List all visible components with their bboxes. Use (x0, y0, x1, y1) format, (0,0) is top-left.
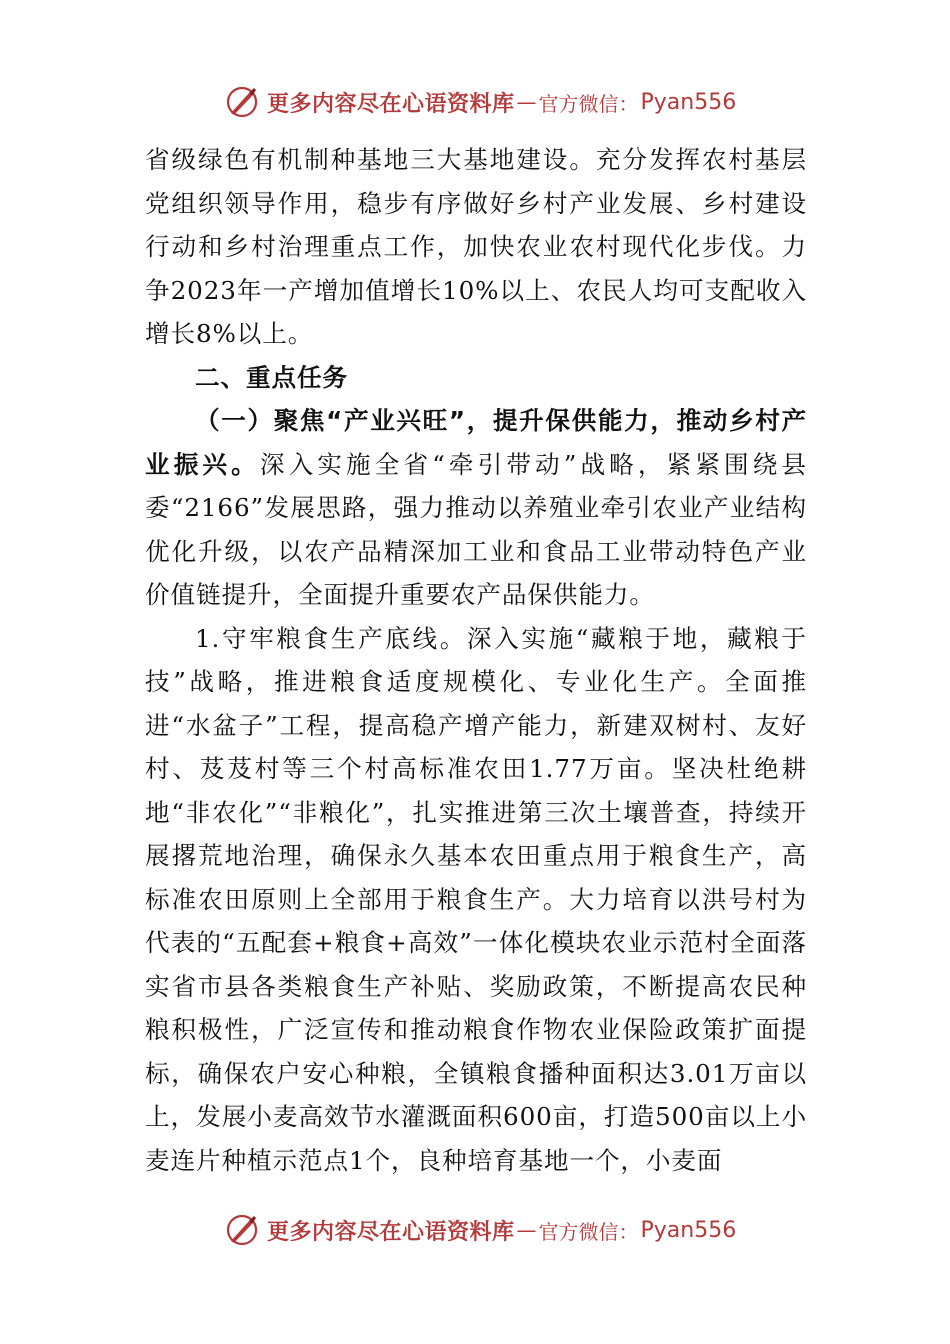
watermark-brand: 更多内容尽在心语资料库 (267, 1219, 515, 1245)
watermark-banner-top (225, 82, 745, 122)
paragraph-item-1: 1.守牢粮食生产底线。深入实施“藏粮于地，藏粮于技”战略，推进粮食适度规模化、专业化生产。全面推进“水盆子”工程，提高稳产增产能力，新建双树村、友好村、芨芨村等三个村高标准农田1.77万亩。坚决杜绝耕地“非农化”“非粮化”，扎实推进第三次土壤普查，持续开展撂荒地治理，确保永久基本农田重点用于粮食生产，高标准农田原则上全部用于粮食生产。大力培育以洪号村为代表的“五配套+粮食+高效”一体化模块农业示范村全面落实省市县各类粮食生产补贴、奖励政策，不断提高农民种粮积极性，广泛宣传和推动粮食作物农业保险政策扩面提标，确保农户安心种粮，全镇粮食播种面积达3.01万亩以上，发展小麦高效节水灌溉面积600亩，打造500亩以上小麦连片种植示范点1个，良种培育基地一个，小麦面 (145, 623, 807, 1175)
paragraph-intro: 省级绿色有机制种基地三大基地建设。充分发挥农村基层党组织领导作用，稳步有序做好乡村产业发展、乡村建设行动和乡村治理重点工作，加快农业农村现代化步伐。力争2023年一产增加值增长10%以上、农民人均可支配收入增长8%以上。 (145, 145, 807, 348)
subsection-lead: （一）聚焦“产业兴旺”，提升保供能力，推动乡村产业振兴。 (145, 406, 807, 479)
watermark-separator: — (516, 90, 537, 114)
subsection-body: 深入实施全省“牵引带动”战略，紧紧围绕县委“2166”发展思路，强力推动以养殖业牵引农业产业结构优化升级，以农产品精深加工业和食品工业带动特色产业价值链提升，全面提升重要农产品保供能力。 (145, 449, 807, 609)
watermark-handle: Pyan556 (640, 89, 737, 115)
watermark-label: 官方微信： (538, 1219, 639, 1244)
section-heading: 二、重点任务 (195, 362, 348, 392)
watermark-handle: Pyan556 (640, 1217, 737, 1243)
paragraph-subsection-1 (145, 399, 807, 617)
watermark-label: 官方微信： (538, 91, 639, 116)
watermark-banner-bottom (225, 1210, 745, 1250)
pen-logo-icon (225, 85, 259, 119)
watermark-brand: 更多内容尽在心语资料库 (267, 91, 515, 117)
document-body (145, 138, 807, 1182)
watermark-separator: — (516, 1218, 537, 1242)
pen-logo-icon (225, 1213, 259, 1247)
